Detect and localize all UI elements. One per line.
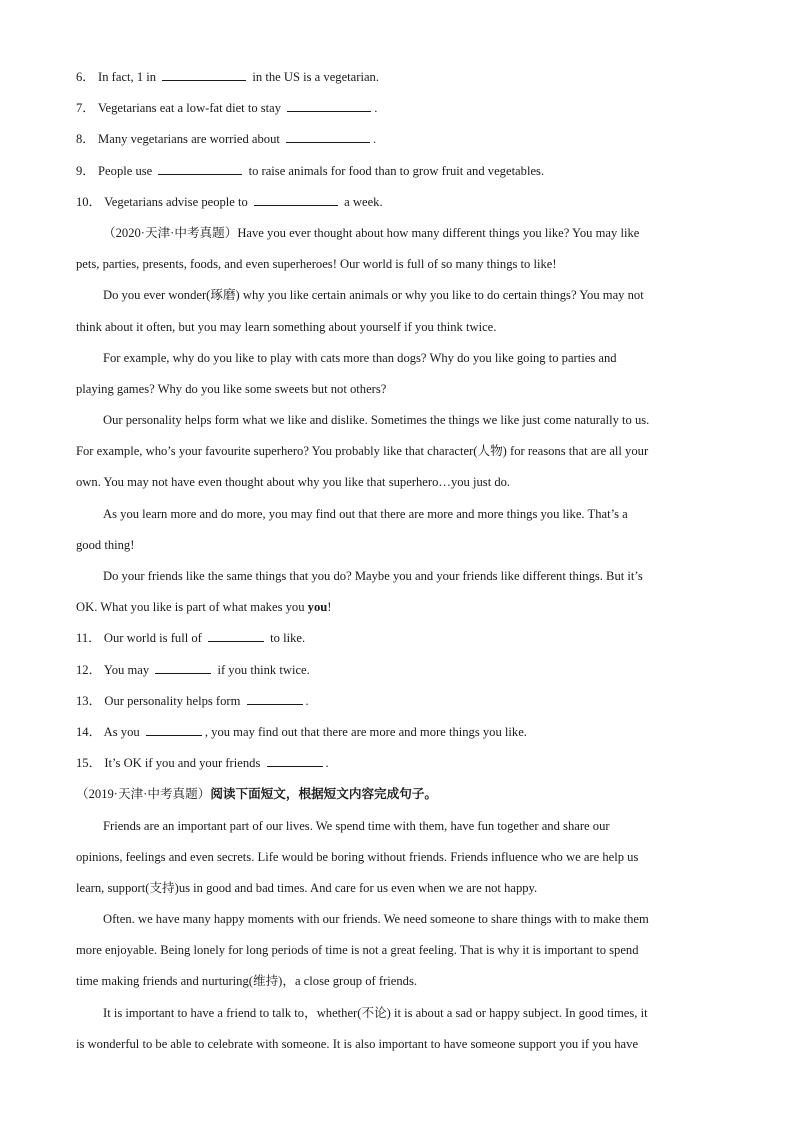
passage-line: [76, 592, 718, 623]
question-text: Many vegetarians are worried about: [98, 132, 284, 147]
answer-blank[interactable]: [247, 693, 303, 705]
question-text: to raise animals for food than to grow fruit and vegetables.: [245, 163, 545, 178]
passage-line: good thing!: [76, 537, 135, 552]
emphasis-text: you: [307, 600, 328, 615]
passage-line: As you learn more and do more, you may find out that there are more and more things you like. That’s a: [103, 506, 628, 521]
passage-line: pets, parties, presents, foods, and even superheroes! Our world is full of so many things to like!: [76, 257, 557, 272]
passage-line: Have you ever thought about how many different things you like? You may like: [237, 225, 640, 240]
question-10: [76, 187, 718, 218]
question-number: 6．: [76, 70, 95, 84]
question-text: You may: [103, 662, 153, 677]
source-label: （2020·天津·中考真题）: [103, 225, 238, 240]
question-number: 15．: [76, 756, 102, 771]
question-text: .: [305, 693, 309, 708]
question-text: .: [325, 756, 329, 771]
answer-blank[interactable]: [146, 724, 202, 736]
passage-line: Our personality helps form what we like and dislike. Sometimes the things we like just come naturally to us.: [103, 413, 650, 428]
question-14: [76, 717, 718, 748]
question-text: As you: [103, 724, 143, 739]
question-text: in the US is a vegetarian.: [249, 70, 380, 84]
answer-blank[interactable]: [155, 662, 211, 674]
answer-blank[interactable]: [286, 131, 370, 143]
question-number: 14．: [76, 724, 102, 739]
question-text: Our world is full of: [103, 631, 205, 646]
passage-line: Do your friends like the same things that you do? Maybe you and your friends like different things. But it’s: [103, 569, 643, 583]
question-number: 12．: [76, 662, 102, 677]
passage-line: Do you ever wonder(琢磨) why you like certain animals or why you like to do certain things? You may not: [103, 288, 644, 303]
passage-line: Often. we have many happy moments with our friends. We need someone to share things with to make them: [103, 912, 649, 927]
question-text: a week.: [341, 194, 383, 209]
passage-line: think about it often, but you may learn something about yourself if you think twice.: [76, 319, 497, 334]
question-text: if you think twice.: [214, 662, 310, 677]
question-number: 7．: [76, 101, 95, 116]
question-12: [76, 655, 718, 686]
passage-line: For example, why do you like to play with cats more than dogs? Why do you like going to parties and: [103, 350, 617, 365]
question-text: In fact, 1 in: [98, 70, 160, 84]
passage-line: learn, support(支持)us in good and bad times. And care for us even when we are not happy.: [76, 880, 538, 895]
passage-line: more enjoyable. Being lonely for long periods of time is not a great feeling. That is why it is important to spend: [76, 943, 639, 958]
question-9: [76, 156, 718, 187]
question-number: 10．: [76, 194, 102, 209]
answer-blank[interactable]: [254, 194, 338, 206]
answer-blank[interactable]: [162, 69, 246, 81]
question-text: .: [373, 132, 377, 147]
question-8: [76, 124, 718, 155]
question-11: [76, 623, 718, 654]
passage-line: It is important to have a friend to talk to，whether(不论) it is about a sad or happy subject. In good times, it: [103, 1005, 648, 1020]
passage-line: Friends are an important part of our lives. We spend time with them, have fun together and share our: [103, 818, 610, 833]
answer-blank[interactable]: [287, 100, 371, 112]
answer-blank[interactable]: [208, 630, 264, 642]
passage-line: is wonderful to be able to celebrate with someone. It is also important to have someone support you if you have: [76, 1036, 639, 1051]
instruction-text: 阅读下面短文，根据短文内容完成句子。: [210, 787, 438, 802]
answer-blank[interactable]: [267, 755, 323, 767]
question-text: Our personality helps form: [104, 693, 244, 708]
question-text: .: [374, 101, 378, 116]
passage-paragraph: [76, 218, 718, 249]
question-text: Vegetarians eat a low-fat diet to stay: [97, 101, 285, 116]
passage-line: time making friends and nurturing(维持)，a close group of friends.: [76, 974, 417, 989]
passage-line: For example, who’s your favourite superhero? You probably like that character(人物) for reasons that are all your: [76, 444, 649, 459]
question-text: People use: [98, 163, 156, 178]
document-page: [76, 62, 718, 1060]
question-text: Vegetarians advise people to: [104, 194, 251, 209]
question-text: to like.: [266, 631, 306, 646]
question-13: [76, 686, 718, 717]
source-label: （2019·天津·中考真题）: [76, 787, 211, 802]
question-text: It’s OK if you and your friends: [104, 756, 264, 771]
question-text: , you may find out that there are more and more things you like.: [204, 724, 527, 739]
passage-text: !: [327, 600, 332, 615]
question-number: 11．: [76, 631, 101, 646]
question-6: [76, 62, 718, 93]
passage-line: opinions, feelings and even secrets. Life would be boring without friends. Friends influence who we are help us: [76, 849, 639, 864]
answer-blank[interactable]: [158, 163, 242, 175]
question-15: [76, 748, 718, 779]
question-number: 8．: [76, 132, 95, 147]
section-heading: [76, 779, 718, 810]
passage-line: playing games? Why do you like some sweets but not others?: [76, 381, 387, 396]
question-number: 9．: [76, 163, 95, 178]
question-number: 13．: [76, 693, 102, 708]
passage-text: OK. What you like is part of what makes you: [76, 600, 308, 615]
passage-line: own. You may not have even thought about why you like that superhero…you just do.: [76, 475, 511, 490]
question-7: [76, 93, 718, 124]
